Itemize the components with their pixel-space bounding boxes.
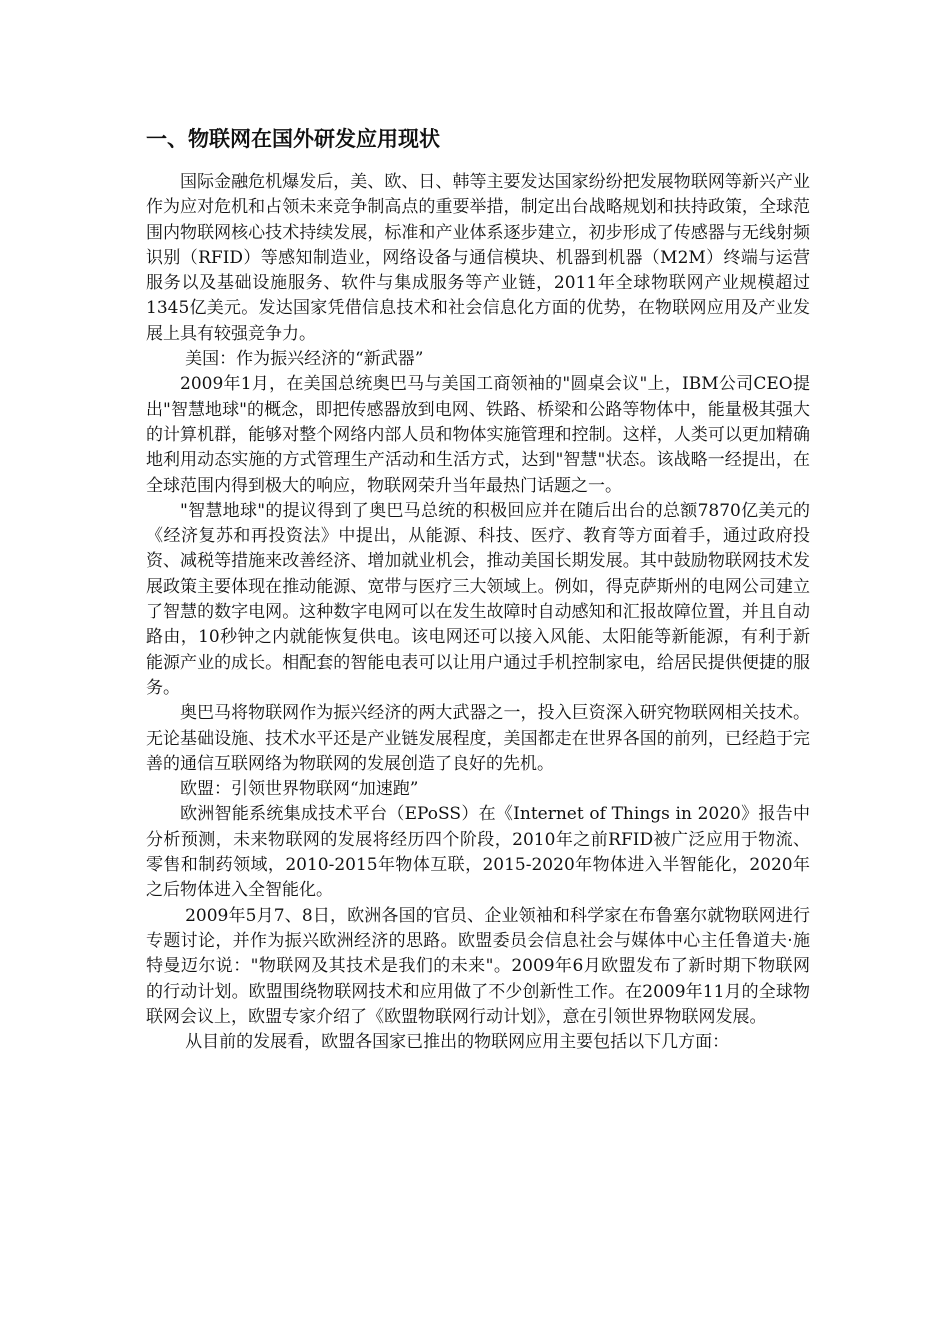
paragraph-eu-3: 从目前的发展看，欧盟各国家已推出的物联网应用主要包括以下几方面： (185, 1032, 730, 1053)
subheading-usa: 美国：作为振兴经济的“新武器” (185, 349, 424, 370)
subheading-eu: 欧盟：引领世界物联网“加速跑” (180, 779, 419, 800)
paragraph-intro: 国际金融危机爆发后，美、欧、日、韩等主要发达国家纷纷把发展物联网等新兴产业作为应对危机和占领未来竞争制高点的重要举措，制定出台战略规划和扶持政策，全球范围内物联网核心技术持续发展，标准和产业体系逐步建立，初步形成了传感器与无线射频识别（RFID）等感知制造业，网络设备与通信模块、机器到机器（M2M）终端与运营服务以及基础设施服务、软件与集成服务等产业链，2011年全球物联网产业规模超过1345亿美元。发达国家凭借信息技术和社会信息化方面的优势，在物联网应用及产业发展上具有较强竞争力。 (146, 172, 810, 344)
document-body (146, 170, 810, 1055)
paragraph-usa-2: "智慧地球"的提议得到了奥巴马总统的积极回应并在随后出台的总额7870亿美元的《经济复苏和再投资法》中提出，从能源、科技、医疗、教育等方面着手，通过政府投资、减税等措施来改善经济、增加就业机会，推动美国长期发展。其中鼓励物联网技术发展政策主要体现在推动能源、宽带与医疗三大领域上。例如，得克萨斯州的电网公司建立了智慧的数字电网。这种数字电网可以在发生故障时自动感知和汇报故障位置，并且自动路由，10秒钟之内就能恢复供电。该电网还可以接入风能、太阳能等新能源，有利于新能源产业的成长。相配套的智能电表可以让用户通过手机控制家电，给居民提供便捷的服务。 (146, 500, 810, 698)
paragraph-eu-1: 欧洲智能系统集成技术平台（EPoSS）在《Internet of Things in 2020》报告中分析预测，未来物联网的发展将经历四个阶段，2010年之前RFID被广泛应用于物流、零售和制药领域，2010-2015年物体互联，2015-2020年物体进入半智能化，2020年之后物体进入全智能化。 (146, 804, 810, 901)
paragraph-usa-1: 2009年1月，在美国总统奥巴马与美国工商领袖的"圆桌会议"上，IBM公司CEO提出"智慧地球"的概念，即把传感器放到电网、铁路、桥梁和公路等物体中，能量极其强大的计算机群，能够对整个网络内部人员和物体实施管理和控制。这样，人类可以更加精确地利用动态实施的方式管理生产活动和生活方式，达到"智慧"状态。该战略一经提出，在全球范围内得到极大的响应，物联网荣升当年最热门话题之一。 (146, 374, 810, 496)
section-heading: 一、物联网在国外研发应用现状 (146, 127, 440, 151)
paragraph-eu-2: 2009年5月7、8日，欧洲各国的官员、企业领袖和科学家在布鲁塞尔就物联网进行专题讨论，并作为振兴欧洲经济的思路。欧盟委员会信息社会与媒体中心主任鲁道夫·施特曼迈尔说："物联网及其技术是我们的未来"。2009年6月欧盟发布了新时期下物联网的行动计划。欧盟围绕物联网技术和应用做了不少创新性工作。在2009年11月的全球物联网会议上，欧盟专家介绍了《欧盟物联网行动计划》，意在引领世界物联网发展。 (146, 905, 810, 1027)
paragraph-usa-3: 奥巴马将物联网作为振兴经济的两大武器之一，投入巨资深入研究物联网相关技术。无论基础设施、技术水平还是产业链发展程度，美国都走在世界各国的前列，已经趋于完善的通信互联网络为物联网的发展创造了良好的先机。 (146, 703, 810, 774)
